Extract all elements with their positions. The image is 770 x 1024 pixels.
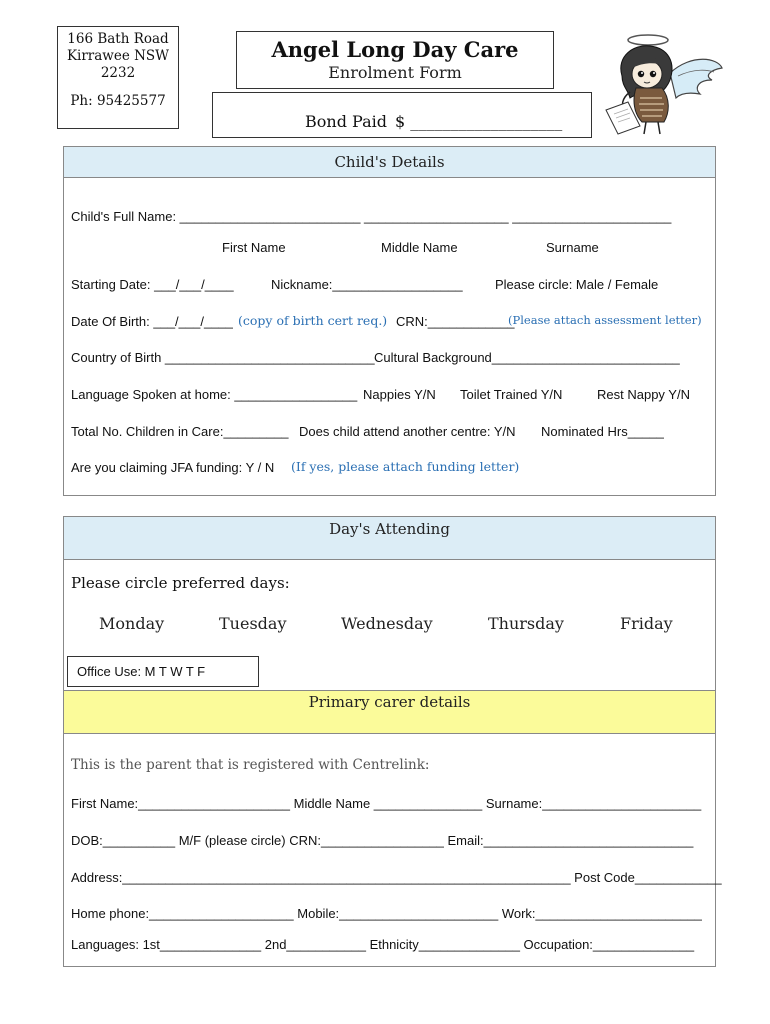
days-attending-heading	[64, 517, 715, 560]
office-use-box	[67, 656, 259, 687]
address-phone: Ph: 95425577	[70, 93, 166, 109]
surname-caption: Surname	[546, 240, 599, 255]
day-friday[interactable]: Friday	[620, 614, 673, 633]
cultural-field[interactable]: Cultural Background__________________________	[374, 350, 680, 365]
childs-details-title: Child's Details	[334, 153, 445, 171]
primary-carer-heading	[64, 691, 715, 734]
jfa-field[interactable]: Are you claiming JFA funding: Y / N	[71, 460, 275, 475]
days-attending-title: Day's Attending	[329, 520, 450, 538]
nickname-field[interactable]: Nickname:__________________	[271, 277, 463, 292]
page-subtitle: Enrolment Form	[328, 63, 462, 82]
page-title: Angel Long Day Care	[271, 37, 519, 62]
rest-nappy-field[interactable]: Rest Nappy Y/N	[597, 387, 690, 402]
total-children-field[interactable]: Total No. Children in Care:_________	[71, 424, 289, 439]
day-thursday[interactable]: Thursday	[488, 614, 564, 633]
carer-languages-row[interactable]: Languages: 1st______________ 2nd___________ Ethnicity______________ Occupation:______________	[71, 937, 695, 952]
carer-name-row[interactable]: First Name:_____________________ Middle Name _______________ Surname:______________________	[71, 796, 702, 811]
dob-note: (copy of birth cert req.)	[238, 313, 388, 328]
nominated-hours-field[interactable]: Nominated Hrs_____	[541, 424, 664, 439]
toilet-trained-field[interactable]: Toilet Trained Y/N	[460, 387, 563, 402]
angel-illustration	[600, 28, 730, 140]
dob-field[interactable]: Date Of Birth: ___/___/____	[71, 314, 233, 329]
primary-carer-title: Primary carer details	[308, 693, 471, 711]
jfa-note: (If yes, please attach funding letter)	[291, 459, 520, 474]
childs-details-heading	[64, 147, 715, 178]
day-wednesday[interactable]: Wednesday	[341, 614, 433, 633]
nappies-field[interactable]: Nappies Y/N	[363, 387, 436, 402]
bond-value[interactable]: $ ___________________	[395, 112, 563, 131]
carer-phone-row[interactable]: Home phone:____________________ Mobile:______________________ Work:_______________________	[71, 906, 702, 921]
language-field[interactable]: Language Spoken at home: _________________	[71, 387, 358, 402]
day-monday[interactable]: Monday	[99, 614, 165, 633]
first-name-caption: First Name	[222, 240, 286, 255]
crn-note: (Please attach assessment letter)	[508, 313, 702, 327]
carer-address-row[interactable]: Address:______________________________________________________________ Post Code____________	[71, 870, 722, 885]
preferred-days-prompt: Please circle preferred days:	[71, 574, 290, 592]
full-name-field[interactable]: Child's Full Name: _________________________ ____________________ ______________________	[71, 209, 672, 224]
bond-label: Bond Paid	[305, 112, 387, 131]
address-box	[57, 26, 179, 129]
title-box	[236, 31, 554, 89]
carer-dob-row[interactable]: DOB:__________ M/F (please circle) CRN:_________________ Email:_____________________________	[71, 833, 694, 848]
primary-carer-intro: This is the parent that is registered with Centrelink:	[71, 757, 430, 773]
address-line-2: Kirrawee NSW	[66, 48, 170, 64]
address-line-3: 2232	[100, 65, 136, 81]
starting-date-field[interactable]: Starting Date: ___/___/____	[71, 277, 234, 292]
crn-field[interactable]: CRN:____________	[396, 314, 515, 329]
gender-field[interactable]: Please circle: Male / Female	[495, 277, 659, 292]
bond-box	[212, 92, 592, 138]
primary-carer-section	[63, 690, 716, 967]
middle-name-caption: Middle Name	[381, 240, 458, 255]
country-field[interactable]: Country of Birth _____________________________	[71, 350, 375, 365]
day-tuesday[interactable]: Tuesday	[219, 614, 287, 633]
address-line-1: 166 Bath Road	[67, 31, 169, 47]
office-use-label: Office Use: M T W T F	[77, 664, 206, 679]
other-centre-field[interactable]: Does child attend another centre: Y/N	[299, 424, 516, 439]
